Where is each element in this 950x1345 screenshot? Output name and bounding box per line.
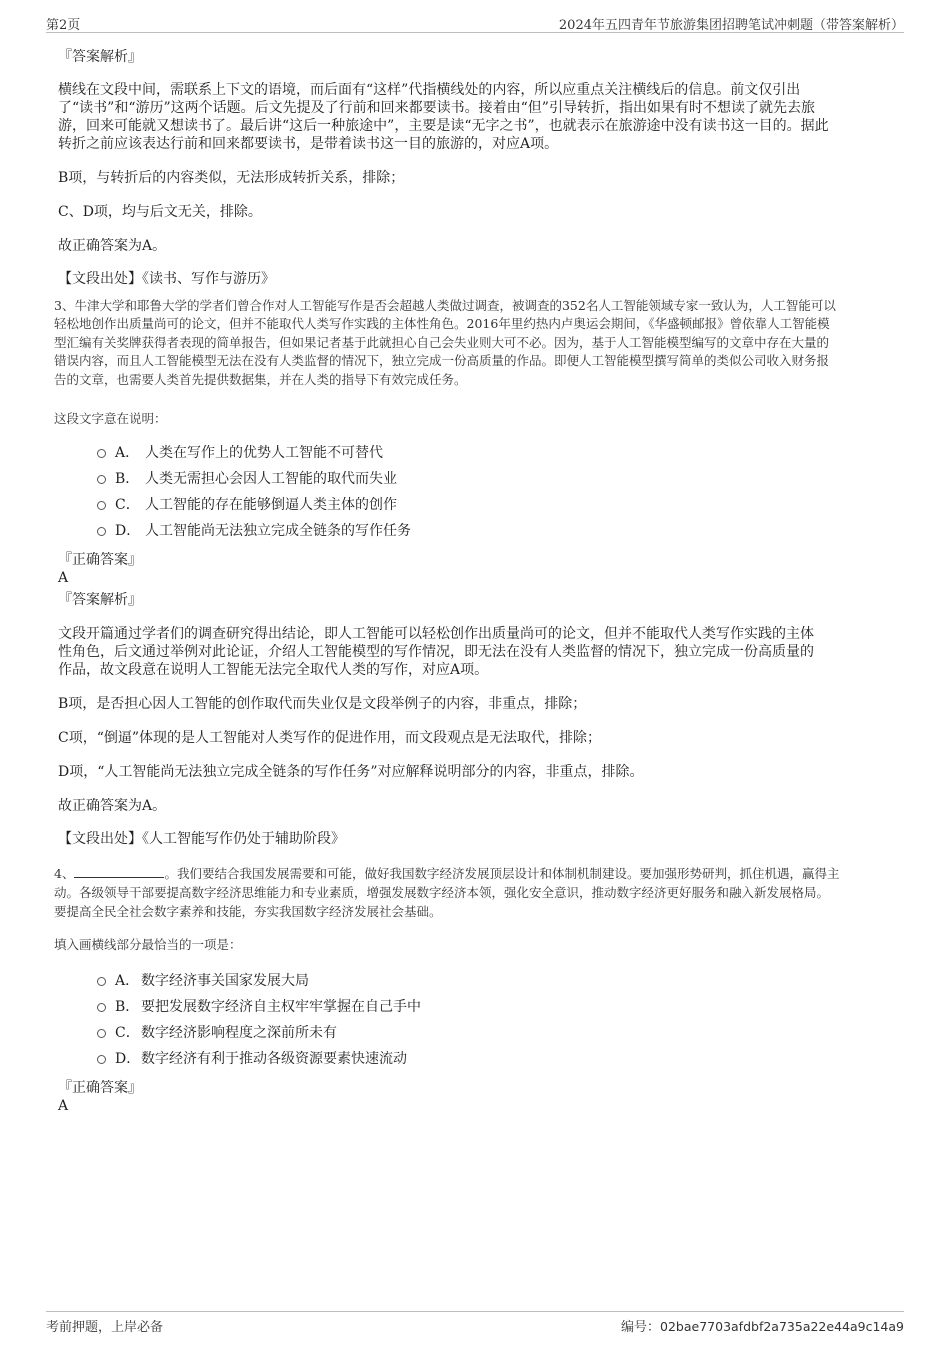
radio-icon[interactable]	[97, 501, 106, 510]
document-title: 2024年五四青年节旅游集团招聘笔试冲刺题（带答案解析）	[558, 18, 904, 33]
code-label: 编号：	[621, 1320, 661, 1335]
radio-icon[interactable]	[97, 1055, 106, 1064]
q3-stem-line-4: 错误内容，而且人工智能模型无法在没有人类监督的情况下，独立完成一份高质量的作品。即便人工智能模型撰写简单的类似公司收入财务报	[54, 353, 830, 368]
q3-answer: A	[58, 570, 69, 586]
q3-answer-heading: 『正确答案』	[58, 552, 142, 568]
q4-stem-line-1	[54, 864, 839, 883]
q3-point-c: C项，“倒逼”体现的是人工智能对人类写作的促进作用，而文段观点是无法取代，排除；	[58, 730, 602, 746]
q4-stem-line-3: 要提高全民全社会数字素养和技能，夯实我国数字经济发展社会基础。	[54, 904, 442, 919]
page-footer	[46, 1311, 904, 1336]
q3-point-b: B项，是否担心因人工智能的创作取代而失业仅是文段举例子的内容，非重点，排除；	[58, 696, 587, 712]
q4-answer-heading: 『正确答案』	[58, 1080, 142, 1096]
q3-analysis-line-3: 作品，故文段意在说明人工智能无法完全取代人类的写作，对应A项。	[58, 662, 489, 678]
q3-analysis-line-1: 文段开篇通过学者们的调查研究得出结论，即人工智能可以轻松创作出质量尚可的论文，但并不能取代人类写作实践的主体	[58, 626, 814, 642]
radio-icon[interactable]	[97, 1003, 106, 1012]
q4-question: 填入画横线部分最恰当的一项是：	[54, 937, 242, 952]
q3-stem-line-2: 轻松地创作出质量尚可的论文，但并不能取代人类写作实践的主体性角色。2016年里约热内卢奥运会期间，《华盛顿邮报》曾依靠人工智能模	[54, 316, 830, 331]
q3-point-d: D项，“人工智能尚无法独立完成全链条的写作任务”对应解释说明部分的内容，非重点，排除。	[58, 764, 644, 780]
q2-analysis-line-2: 了“读书”和“游历”这两个话题。后文先提及了行前和回来都要读书。接着由“但”引导转折，指出如果有时不想读了就先去旅	[58, 100, 815, 116]
document-code	[621, 1316, 904, 1335]
q4-number: 4、	[54, 866, 75, 881]
page-number: 第2页	[46, 18, 81, 33]
radio-icon[interactable]	[97, 977, 106, 986]
q3-source: 【文段出处】《人工智能写作仍处于辅助阶段》	[58, 831, 345, 847]
q3-stem-line-1: 3、牛津大学和耶鲁大学的学者们曾合作对人工智能写作是否会超越人类做过调查，被调查的352名人工智能领域专家一致认为，人工智能可以	[54, 298, 836, 313]
q4-answer: A	[58, 1098, 69, 1114]
q4-stem-line-2: 动。各级领导干部要提高数字经济思维能力和专业素质，增强发展数字经济本领，强化安全意识，推动数字经济更好服务和融入新发展格局。	[54, 885, 830, 900]
radio-icon[interactable]	[97, 1029, 106, 1038]
footer-slogan: 考前押题，上岸必备	[46, 1320, 164, 1335]
q2-conclusion: 故正确答案为A。	[58, 238, 167, 254]
q2-point-cd: C、D项，均与后文无关，排除。	[58, 204, 262, 220]
code-value: 02bae7703afdbf2a735a22e44a9c14a9	[660, 1319, 904, 1334]
q3-analysis-line-2: 性角色，后文通过举例对此论证，介绍人工智能模型的写作情况，即无法在没有人类监督的情况下，独立完成一份高质量的	[58, 644, 814, 660]
q3-conclusion: 故正确答案为A。	[58, 798, 167, 814]
q4-stem-first: 。我们要结合我国发展需要和可能，做好我国数字经济发展顶层设计和体制机制建设。要加强形势研判，抓住机遇，赢得主	[164, 866, 840, 881]
q2-analysis-line-4: 转折之前应该表达行前和回来都要读书，是带着读书这一目的旅游的，对应A项。	[58, 136, 559, 152]
q3-analysis-heading: 『答案解析』	[58, 592, 142, 608]
q3-stem-line-5: 告的文章，也需要人类首先提供数据集，并在人类的指导下有效完成任务。	[54, 372, 467, 387]
answer-blank	[74, 865, 164, 878]
q2-analysis-heading: 『答案解析』	[58, 49, 142, 65]
page-header	[46, 12, 904, 33]
q3-stem-line-3: 型汇编有关奖牌获得者表现的简单报告，但如果记者基于此就担心自己会失业则大可不必。因为，基于人工智能模型编写的文章中存在大量的	[54, 335, 830, 350]
q2-source: 【文段出处】《读书、写作与游历》	[58, 271, 275, 287]
q3-question: 这段文字意在说明：	[54, 411, 167, 426]
q2-point-b: B项，与转折后的内容类似，无法形成转折关系，排除；	[58, 170, 405, 186]
radio-icon[interactable]	[97, 449, 106, 458]
radio-icon[interactable]	[97, 475, 106, 484]
q2-analysis-line-1: 横线在文段中间，需联系上下文的语境，而后面有“这样”代指横线处的内容，所以应重点关注横线后的信息。前文仅引出	[58, 82, 801, 98]
q2-analysis-line-3: 游，回来可能就又想读书了。最后讲“这后一种旅途中”，主要是读“无字之书”，也就表示在旅游途中没有读书这一目的。据此	[58, 118, 829, 134]
radio-icon[interactable]	[97, 527, 106, 536]
